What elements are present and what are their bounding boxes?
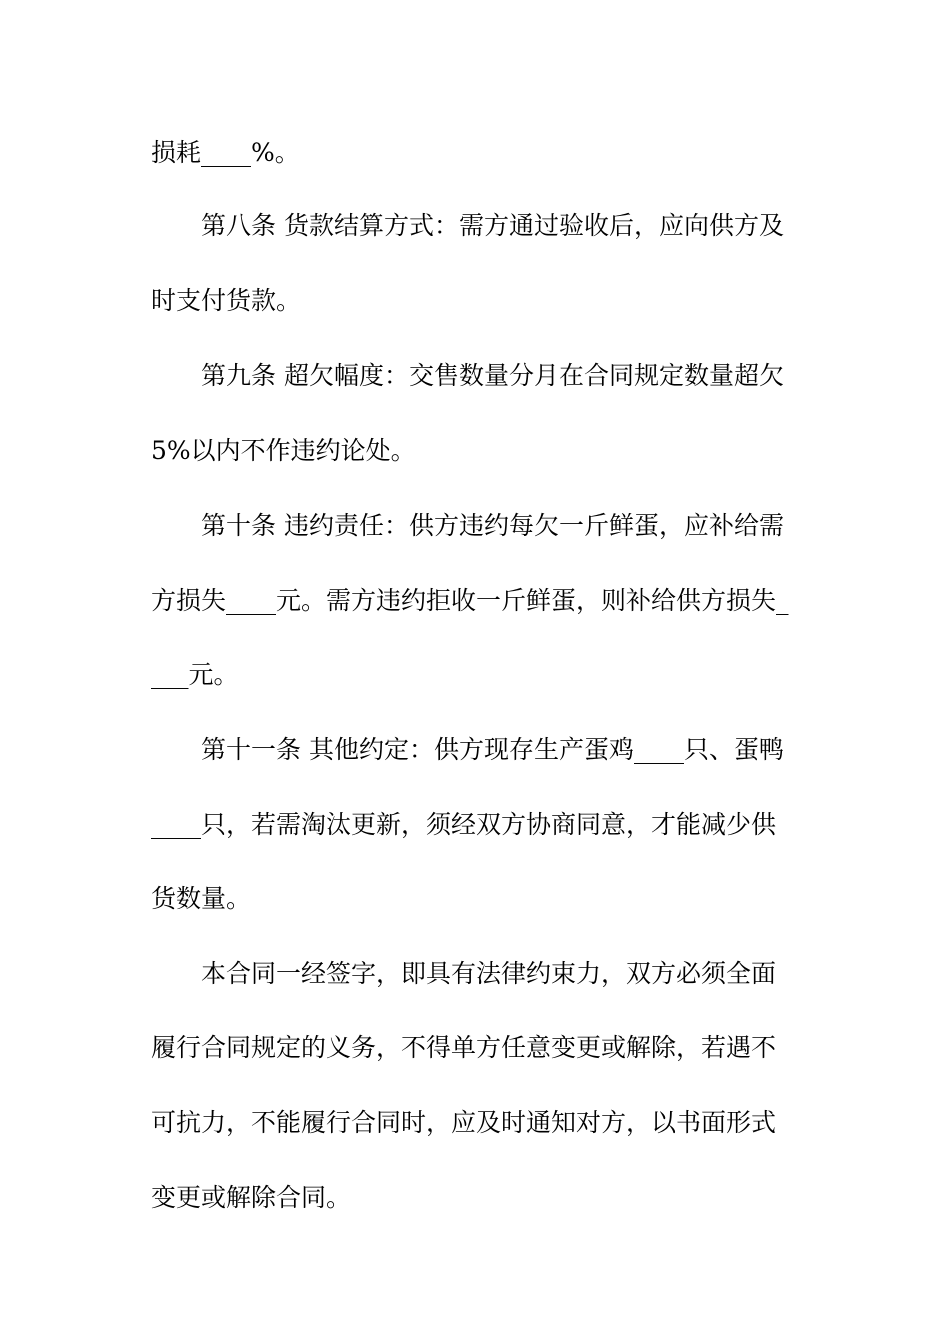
article-9-line-2: 5%以内不作违约论处。 (151, 436, 416, 465)
article-8-line-2: 时支付货款。 (151, 286, 302, 315)
article-11-line-3: 货数量。 (151, 884, 252, 913)
closing-line-4: 变更或解除合同。 (151, 1183, 352, 1212)
article-10-line-1: 第十条 违约责任：供方违约每欠一斤鲜蛋，应补给需 (201, 511, 784, 540)
article-10-line-2: 方损失____元。需方违约拒收一斤鲜蛋，则补给供方损失_ (151, 586, 789, 615)
article-11-line-1: 第十一条 其他约定：供方现存生产蛋鸡____只、蛋鸭 (201, 735, 784, 764)
closing-line-3: 可抗力，不能履行合同时，应及时通知对方，以书面形式 (151, 1108, 777, 1137)
closing-line-1: 本合同一经签字，即具有法律约束力，双方必须全面 (201, 959, 777, 988)
article-11-line-2: ____只，若需淘汰更新，须经双方协商同意，才能减少供 (151, 810, 777, 839)
text-line-loss-rate: 损耗____%。 (151, 138, 300, 167)
article-10-line-3: ___元。 (151, 660, 239, 689)
article-8-line-1: 第八条 货款结算方式：需方通过验收后，应向供方及 (201, 211, 784, 240)
closing-line-2: 履行合同规定的义务，不得单方任意变更或解除，若遇不 (151, 1033, 777, 1062)
article-9-line-1: 第九条 超欠幅度：交售数量分月在合同规定数量超欠 (201, 361, 784, 390)
